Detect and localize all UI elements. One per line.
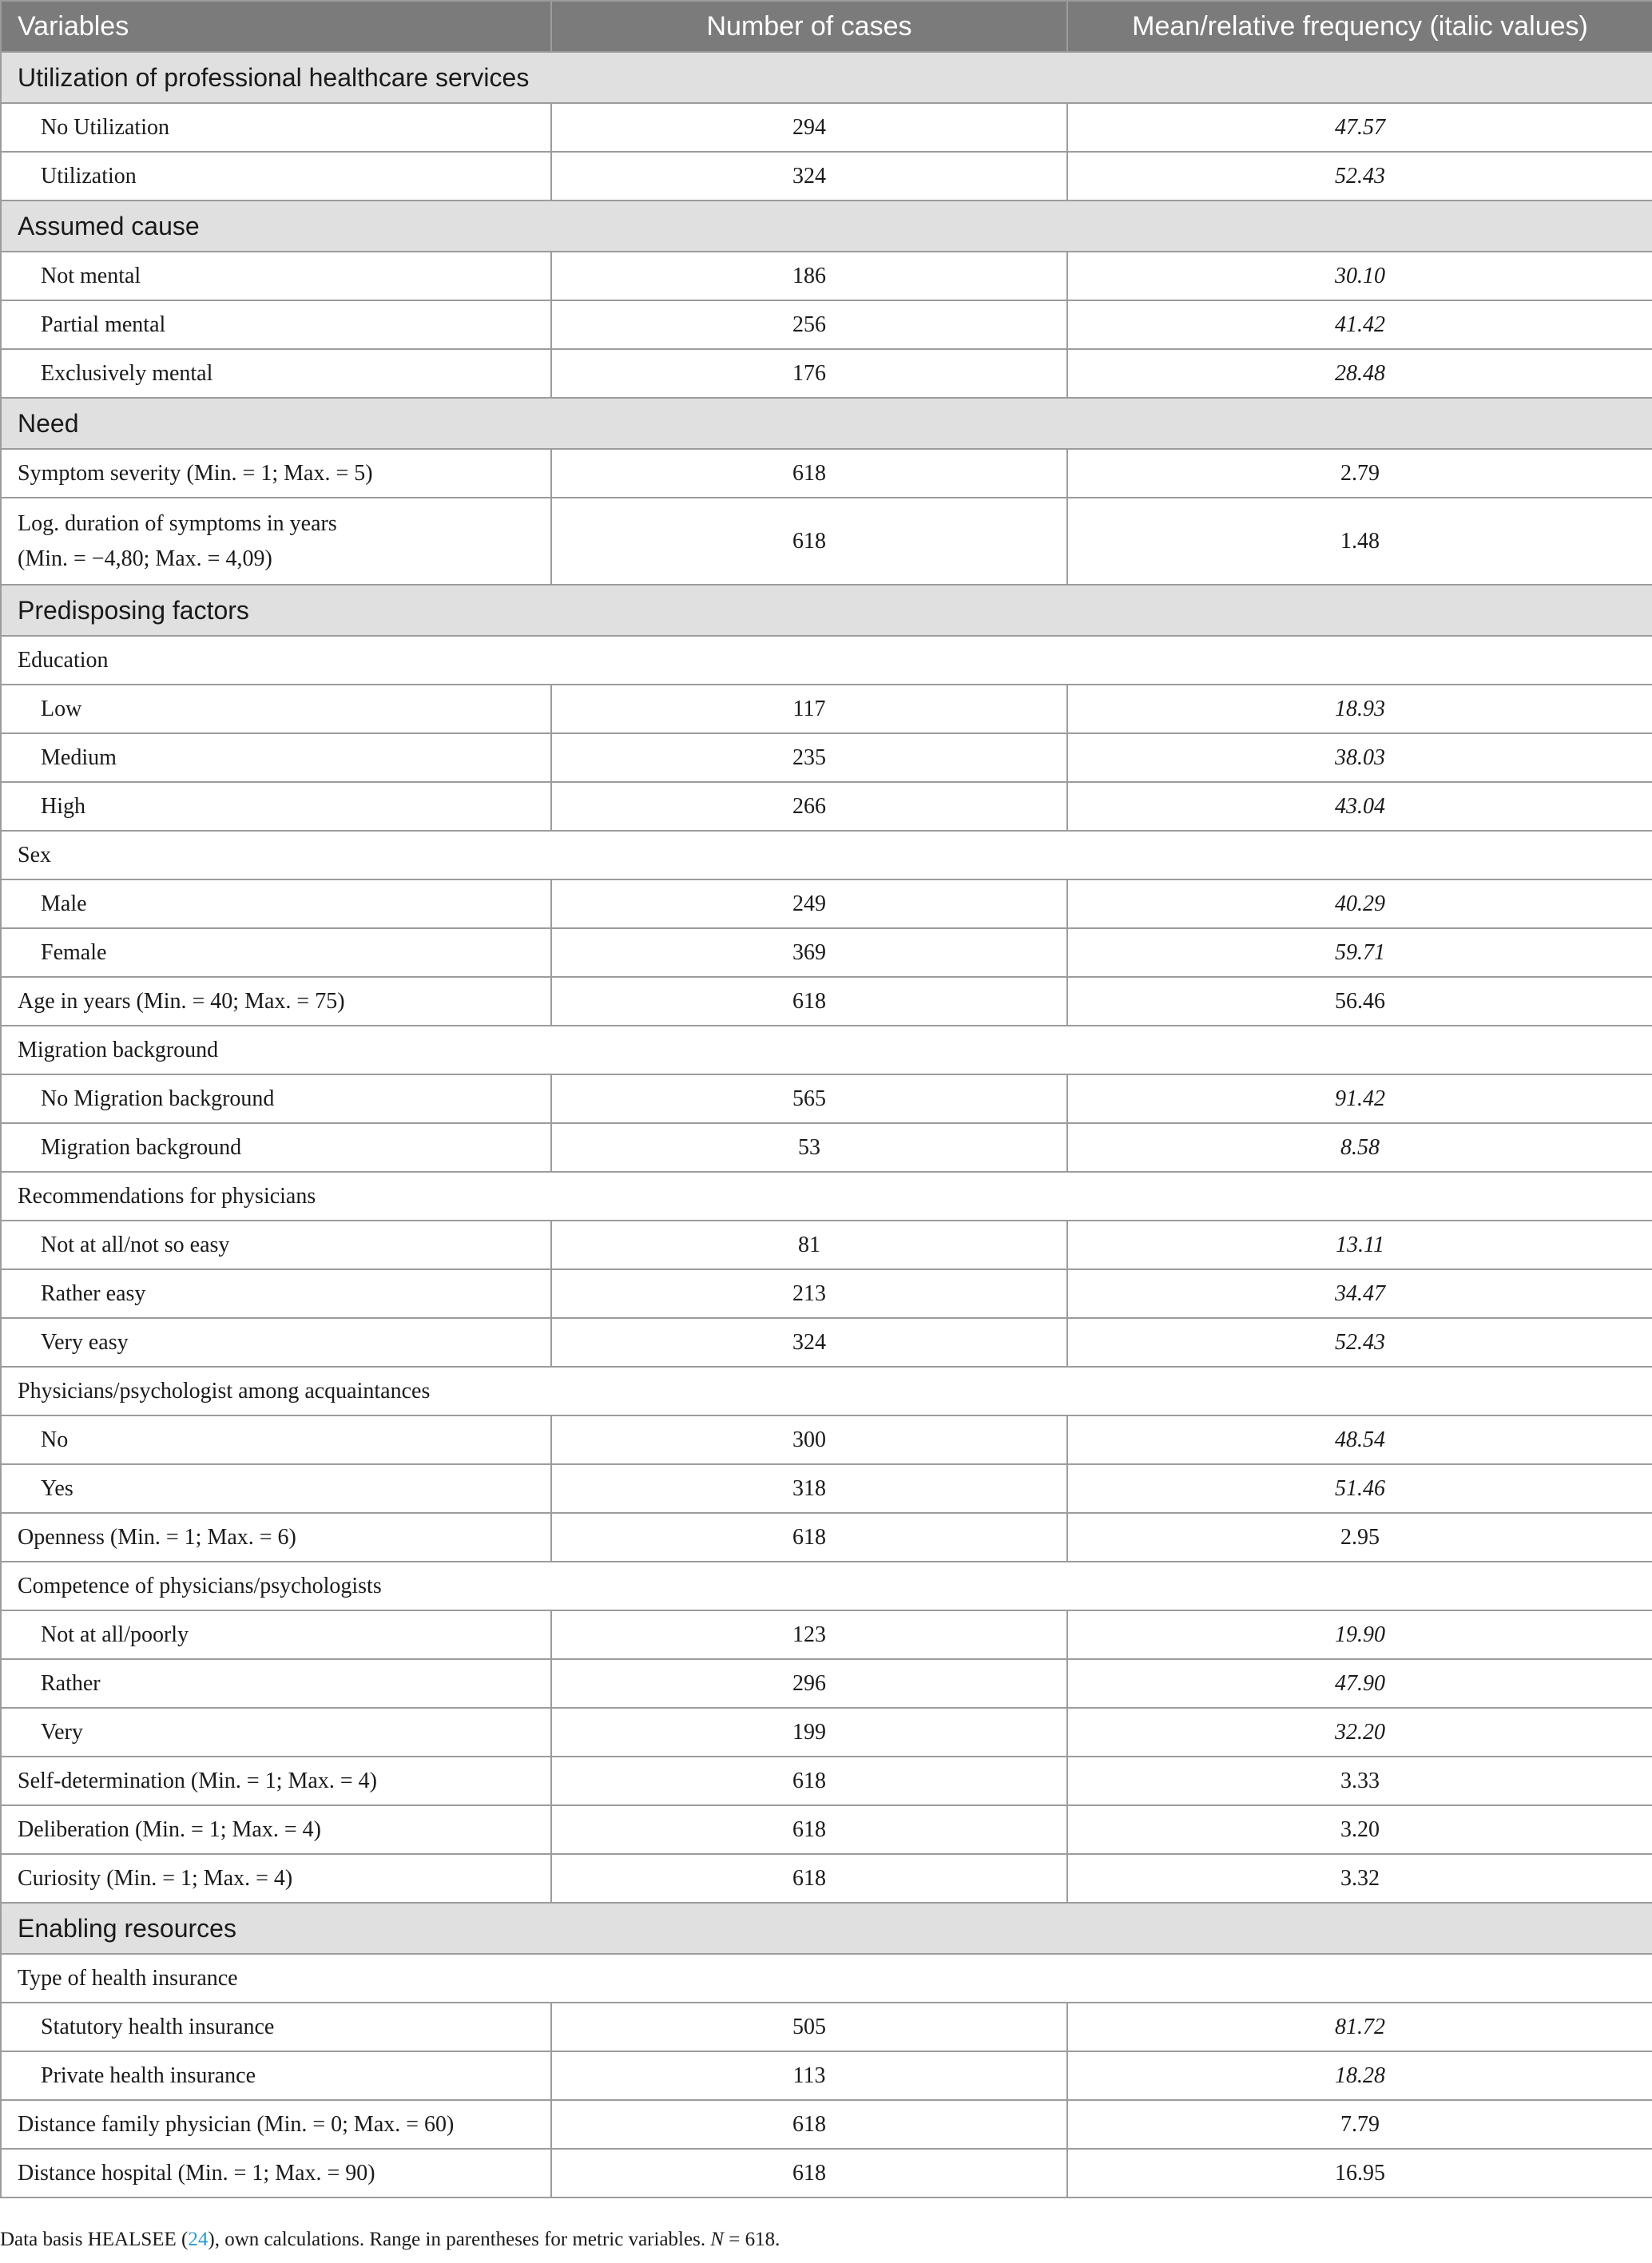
- table-row: [1, 2149, 1652, 2197]
- table-row: [1, 1757, 1652, 1805]
- table-row: [1, 103, 1652, 152]
- variable-label: Partial mental: [1, 300, 551, 349]
- mean-frequency-cell: 47.57: [1067, 103, 1652, 152]
- variable-label: Not at all/poorly: [1, 1610, 551, 1659]
- footnote-reference-link[interactable]: 24: [188, 2229, 208, 2250]
- table-row: [1, 2003, 1652, 2051]
- number-of-cases-cell: 235: [551, 733, 1067, 782]
- number-of-cases-cell: 123: [551, 1610, 1067, 1659]
- group-header-row: [1, 1172, 1652, 1221]
- section-header-row: [1, 585, 1652, 636]
- variable-label: Distance hospital (Min. = 1; Max. = 90): [1, 2149, 551, 2197]
- mean-frequency-cell: 56.46: [1067, 977, 1652, 1026]
- number-of-cases-cell: 294: [551, 103, 1067, 152]
- number-of-cases-cell: 618: [551, 2100, 1067, 2149]
- table-row: [1, 449, 1652, 498]
- group-header-label: Type of health insurance: [1, 1954, 1652, 2003]
- footnote-text-before: Data basis HEALSEE (: [0, 2229, 189, 2250]
- table-row: [1, 1708, 1652, 1757]
- mean-frequency-cell: 48.54: [1067, 1415, 1652, 1464]
- number-of-cases-cell: 318: [551, 1464, 1067, 1513]
- mean-frequency-cell: 81.72: [1067, 2003, 1652, 2051]
- footnote-n-value: = 618.: [724, 2229, 780, 2250]
- number-of-cases-cell: 618: [551, 2149, 1067, 2197]
- number-of-cases-cell: 199: [551, 1708, 1067, 1757]
- variable-label: Statutory health insurance: [1, 2003, 551, 2051]
- group-header-row: [1, 831, 1652, 879]
- mean-frequency-cell: 47.90: [1067, 1659, 1652, 1708]
- variable-label: Very: [1, 1708, 551, 1757]
- section-header-row: [1, 52, 1652, 103]
- mean-frequency-cell: 91.42: [1067, 1074, 1652, 1123]
- table-row: [1, 1464, 1652, 1513]
- variable-label: Private health insurance: [1, 2051, 551, 2100]
- number-of-cases-cell: 81: [551, 1221, 1067, 1269]
- variable-label: Male: [1, 879, 551, 928]
- table-row: [1, 2051, 1652, 2100]
- mean-frequency-cell: 7.79: [1067, 2100, 1652, 2149]
- variable-label: [1, 498, 551, 585]
- table-row: [1, 685, 1652, 733]
- section-header-label: Need: [1, 398, 1652, 449]
- table-row: [1, 1269, 1652, 1318]
- mean-frequency-cell: 51.46: [1067, 1464, 1652, 1513]
- number-of-cases-cell: 113: [551, 2051, 1067, 2100]
- mean-frequency-cell: 18.93: [1067, 685, 1652, 733]
- group-header-row: [1, 1367, 1652, 1415]
- mean-frequency-cell: 59.71: [1067, 928, 1652, 977]
- table-footnote: [0, 2229, 780, 2251]
- mean-frequency-cell: 3.33: [1067, 1757, 1652, 1805]
- number-of-cases-cell: 176: [551, 349, 1067, 398]
- number-of-cases-cell: 618: [551, 1854, 1067, 1903]
- mean-frequency-cell: 43.04: [1067, 782, 1652, 831]
- number-of-cases-cell: 618: [551, 1757, 1067, 1805]
- variable-label-line-1: Log. duration of symptoms in years: [18, 510, 337, 536]
- footnote-text-after: ), own calculations. Range in parentheses for metric variables.: [208, 2229, 711, 2250]
- table-header-row: [1, 1, 1652, 52]
- variable-label: Deliberation (Min. = 1; Max. = 4): [1, 1805, 551, 1854]
- group-header-label: Competence of physicians/psychologists: [1, 1562, 1652, 1610]
- mean-frequency-cell: 2.79: [1067, 449, 1652, 498]
- mean-frequency-cell: 3.20: [1067, 1805, 1652, 1854]
- table-row: [1, 300, 1652, 349]
- number-of-cases-cell: 505: [551, 2003, 1067, 2051]
- number-of-cases-cell: 324: [551, 152, 1067, 200]
- number-of-cases-cell: 618: [551, 498, 1067, 585]
- table-row: [1, 152, 1652, 200]
- mean-frequency-cell: 18.28: [1067, 2051, 1652, 2100]
- variable-label: Female: [1, 928, 551, 977]
- group-header-label: Education: [1, 636, 1652, 685]
- mean-frequency-cell: 2.95: [1067, 1513, 1652, 1562]
- number-of-cases-cell: 618: [551, 449, 1067, 498]
- section-header-label: Enabling resources: [1, 1903, 1652, 1954]
- group-header-label: Recommendations for physicians: [1, 1172, 1652, 1221]
- mean-frequency-cell: 32.20: [1067, 1708, 1652, 1757]
- variable-label: Rather: [1, 1659, 551, 1708]
- mean-frequency-cell: 41.42: [1067, 300, 1652, 349]
- table-row: [1, 1854, 1652, 1903]
- table-row: [1, 1221, 1652, 1269]
- variable-label: No: [1, 1415, 551, 1464]
- section-header-label: Predisposing factors: [1, 585, 1652, 636]
- number-of-cases-cell: 300: [551, 1415, 1067, 1464]
- mean-frequency-cell: 28.48: [1067, 349, 1652, 398]
- footnote-n-symbol: N: [710, 2229, 725, 2250]
- table-row: [1, 1805, 1652, 1854]
- group-header-label: Physicians/psychologist among acquaintances: [1, 1367, 1652, 1415]
- variable-label: Not mental: [1, 252, 551, 300]
- variable-label: Distance family physician (Min. = 0; Max. = 60): [1, 2100, 551, 2149]
- variable-label: Age in years (Min. = 40; Max. = 75): [1, 977, 551, 1026]
- mean-frequency-cell: 1.48: [1067, 498, 1652, 585]
- table-row: [1, 1610, 1652, 1659]
- table-row: [1, 498, 1652, 585]
- variable-label: Very easy: [1, 1318, 551, 1367]
- section-header-label: Assumed cause: [1, 200, 1652, 252]
- variable-label: Medium: [1, 733, 551, 782]
- number-of-cases-cell: 213: [551, 1269, 1067, 1318]
- number-of-cases-cell: 249: [551, 879, 1067, 928]
- group-header-row: [1, 1562, 1652, 1610]
- mean-frequency-cell: 3.32: [1067, 1854, 1652, 1903]
- number-of-cases-cell: 618: [551, 977, 1067, 1026]
- variable-label: Self-determination (Min. = 1; Max. = 4): [1, 1757, 551, 1805]
- table-row: [1, 2100, 1652, 2149]
- table-row: [1, 733, 1652, 782]
- number-of-cases-cell: 369: [551, 928, 1067, 977]
- table-body: [1, 52, 1652, 2197]
- group-header-row: [1, 1026, 1652, 1074]
- mean-frequency-cell: 52.43: [1067, 152, 1652, 200]
- section-header-label: Utilization of professional healthcare services: [1, 52, 1652, 103]
- number-of-cases-cell: 565: [551, 1074, 1067, 1123]
- number-of-cases-cell: 618: [551, 1513, 1067, 1562]
- number-of-cases-cell: 296: [551, 1659, 1067, 1708]
- section-header-row: [1, 200, 1652, 252]
- section-header-row: [1, 398, 1652, 449]
- number-of-cases-cell: 256: [551, 300, 1067, 349]
- number-of-cases-cell: 266: [551, 782, 1067, 831]
- variable-label: Rather easy: [1, 1269, 551, 1318]
- number-of-cases-cell: 117: [551, 685, 1067, 733]
- variable-label: High: [1, 782, 551, 831]
- group-header-row: [1, 1954, 1652, 2003]
- number-of-cases-cell: 53: [551, 1123, 1067, 1172]
- variable-label: Symptom severity (Min. = 1; Max. = 5): [1, 449, 551, 498]
- table-row: [1, 977, 1652, 1026]
- table-row: [1, 1123, 1652, 1172]
- table-row: [1, 1074, 1652, 1123]
- number-of-cases-cell: 618: [551, 1805, 1067, 1854]
- table-row: [1, 879, 1652, 928]
- mean-frequency-cell: 38.03: [1067, 733, 1652, 782]
- table-row: [1, 1318, 1652, 1367]
- variable-label: Yes: [1, 1464, 551, 1513]
- group-header-row: [1, 636, 1652, 685]
- column-header-variables: Variables: [1, 1, 551, 52]
- mean-frequency-cell: 19.90: [1067, 1610, 1652, 1659]
- mean-frequency-cell: 13.11: [1067, 1221, 1652, 1269]
- table-row: [1, 1659, 1652, 1708]
- variable-label: Utilization: [1, 152, 551, 200]
- mean-frequency-cell: 52.43: [1067, 1318, 1652, 1367]
- variable-label: Low: [1, 685, 551, 733]
- mean-frequency-cell: 16.95: [1067, 2149, 1652, 2197]
- number-of-cases-cell: 186: [551, 252, 1067, 300]
- table-row: [1, 252, 1652, 300]
- section-header-row: [1, 1903, 1652, 1954]
- variable-label: No Utilization: [1, 103, 551, 152]
- group-header-label: Migration background: [1, 1026, 1652, 1074]
- table-row: [1, 1513, 1652, 1562]
- variable-label-line-2: (Min. = −4,80; Max. = 4,09): [18, 546, 272, 571]
- mean-frequency-cell: 8.58: [1067, 1123, 1652, 1172]
- table-row: [1, 349, 1652, 398]
- mean-frequency-cell: 40.29: [1067, 879, 1652, 928]
- mean-frequency-cell: 34.47: [1067, 1269, 1652, 1318]
- column-header-mean: Mean/relative frequency (italic values): [1067, 1, 1652, 52]
- column-header-cases: Number of cases: [551, 1, 1067, 52]
- table-row: [1, 928, 1652, 977]
- table-row: [1, 782, 1652, 831]
- variable-label: Not at all/not so easy: [1, 1221, 551, 1269]
- table-row: [1, 1415, 1652, 1464]
- variable-label: Openness (Min. = 1; Max. = 6): [1, 1513, 551, 1562]
- mean-frequency-cell: 30.10: [1067, 252, 1652, 300]
- number-of-cases-cell: 324: [551, 1318, 1067, 1367]
- variable-label: Migration background: [1, 1123, 551, 1172]
- group-header-label: Sex: [1, 831, 1652, 879]
- variable-label: Exclusively mental: [1, 349, 551, 398]
- variable-label: No Migration background: [1, 1074, 551, 1123]
- variable-label: Curiosity (Min. = 1; Max. = 4): [1, 1854, 551, 1903]
